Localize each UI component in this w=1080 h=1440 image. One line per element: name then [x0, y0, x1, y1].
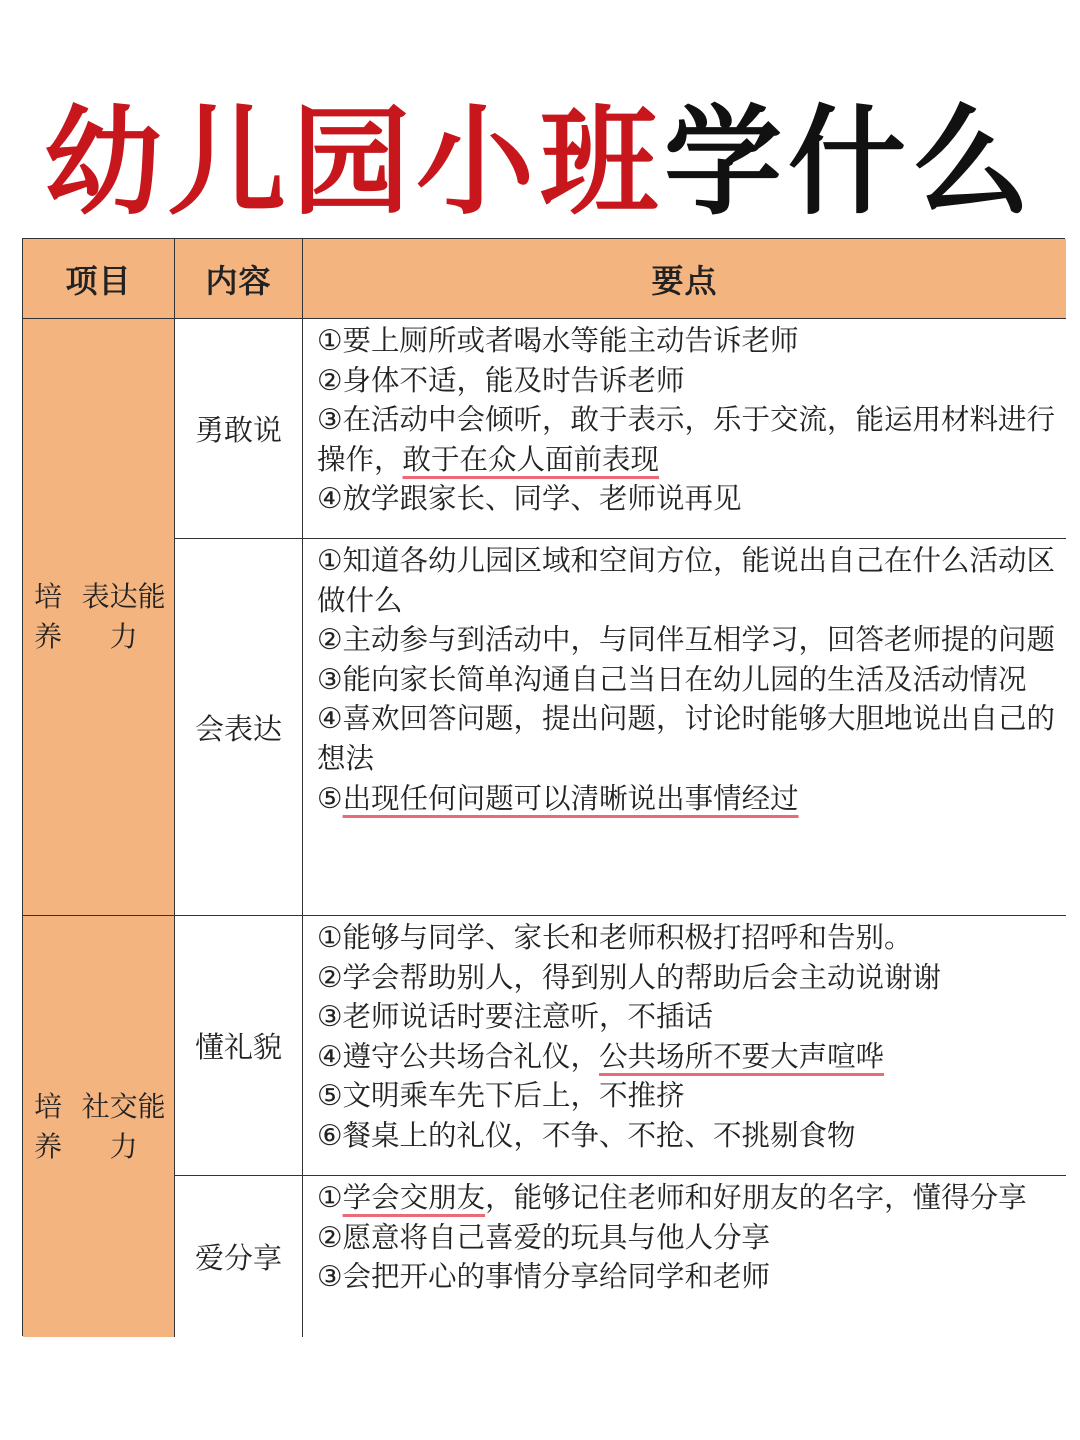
title-black-part: 学什么: [664, 93, 1037, 231]
points-cell: [303, 319, 1066, 539]
point-item: ④放学跟家长、同学、老师说再见: [317, 482, 742, 516]
point-item: ①学会交朋友，能够记住老师和好朋友的名字，懂得分享: [317, 1181, 1027, 1214]
point-item: ③在活动中会倾听，敢于表示，乐于交流，能运用材料进行操作，敢于在众人面前表现: [317, 403, 1056, 476]
point-item: ④喜欢回答问题，提出问题，讨论时能够大胆地说出自己的想法: [317, 702, 1056, 775]
point-item: ②主动参与到活动中，与同伴互相学习，回答老师提的问题: [317, 623, 1056, 657]
content-cell: 勇敢说: [175, 319, 303, 539]
points-cell: [303, 1176, 1066, 1337]
point-item: ⑥餐桌上的礼仪，不争、不抢、不挑剔食物: [317, 1118, 856, 1152]
point-item: ②学会帮助别人，得到别人的帮助后会主动说谢谢: [317, 960, 942, 994]
content-table: [22, 238, 1065, 1336]
point-item: ①要上厕所或者喝水等能主动告诉老师: [317, 324, 799, 357]
project-label: 表达能力: [81, 580, 166, 653]
point-item: ①能够与同学、家长和老师积极打招呼和告别。: [317, 921, 913, 954]
page-title: [0, 92, 1080, 232]
point-item: ③能向家长简单沟通自己当日在幼儿园的生活及活动情况: [317, 662, 1027, 696]
highlight-underline: 出现任何问题可以清晰说出事情经过: [342, 781, 799, 815]
point-item: ⑤出现任何问题可以清晰说出事情经过: [317, 781, 799, 815]
header-content: 内容: [175, 239, 303, 319]
project-label: 培养: [34, 1089, 63, 1163]
project-cell-expression: [23, 319, 175, 916]
point-item: ②身体不适，能及时告诉老师: [317, 363, 685, 397]
highlight-underline: 学会交朋友: [342, 1181, 486, 1214]
title-red-part: 幼儿园小班: [43, 93, 664, 231]
header-points: 要点: [303, 239, 1066, 319]
point-item: ②愿意将自己喜爱的玩具与他人分享: [317, 1220, 771, 1254]
highlight-underline: 敢于在众人面前表现: [402, 442, 660, 476]
project-cell-social: [23, 916, 175, 1337]
point-item: ③会把开心的事情分享给同学和老师: [317, 1260, 771, 1294]
highlight-underline: 公共场所不要大声喧哗: [599, 1039, 885, 1073]
content-cell: 会表达: [175, 539, 303, 916]
project-label: 培养: [34, 580, 63, 653]
header-project: 项目: [23, 239, 175, 319]
point-item: ①知道各幼儿园区域和空间方位，能说出自己在什么活动区做什么: [317, 544, 1056, 617]
point-item: ③老师说话时要注意听，不插话: [317, 1000, 714, 1034]
point-item: ④遵守公共场合礼仪，公共场所不要大声喧哗: [317, 1039, 885, 1073]
content-cell: 爱分享: [175, 1176, 303, 1337]
point-item: ⑤文明乘车先下后上，不推挤: [317, 1079, 685, 1113]
content-cell: 懂礼貌: [175, 916, 303, 1176]
points-cell: [303, 916, 1066, 1176]
points-cell: [303, 539, 1066, 916]
project-label: 社交能力: [81, 1089, 166, 1163]
